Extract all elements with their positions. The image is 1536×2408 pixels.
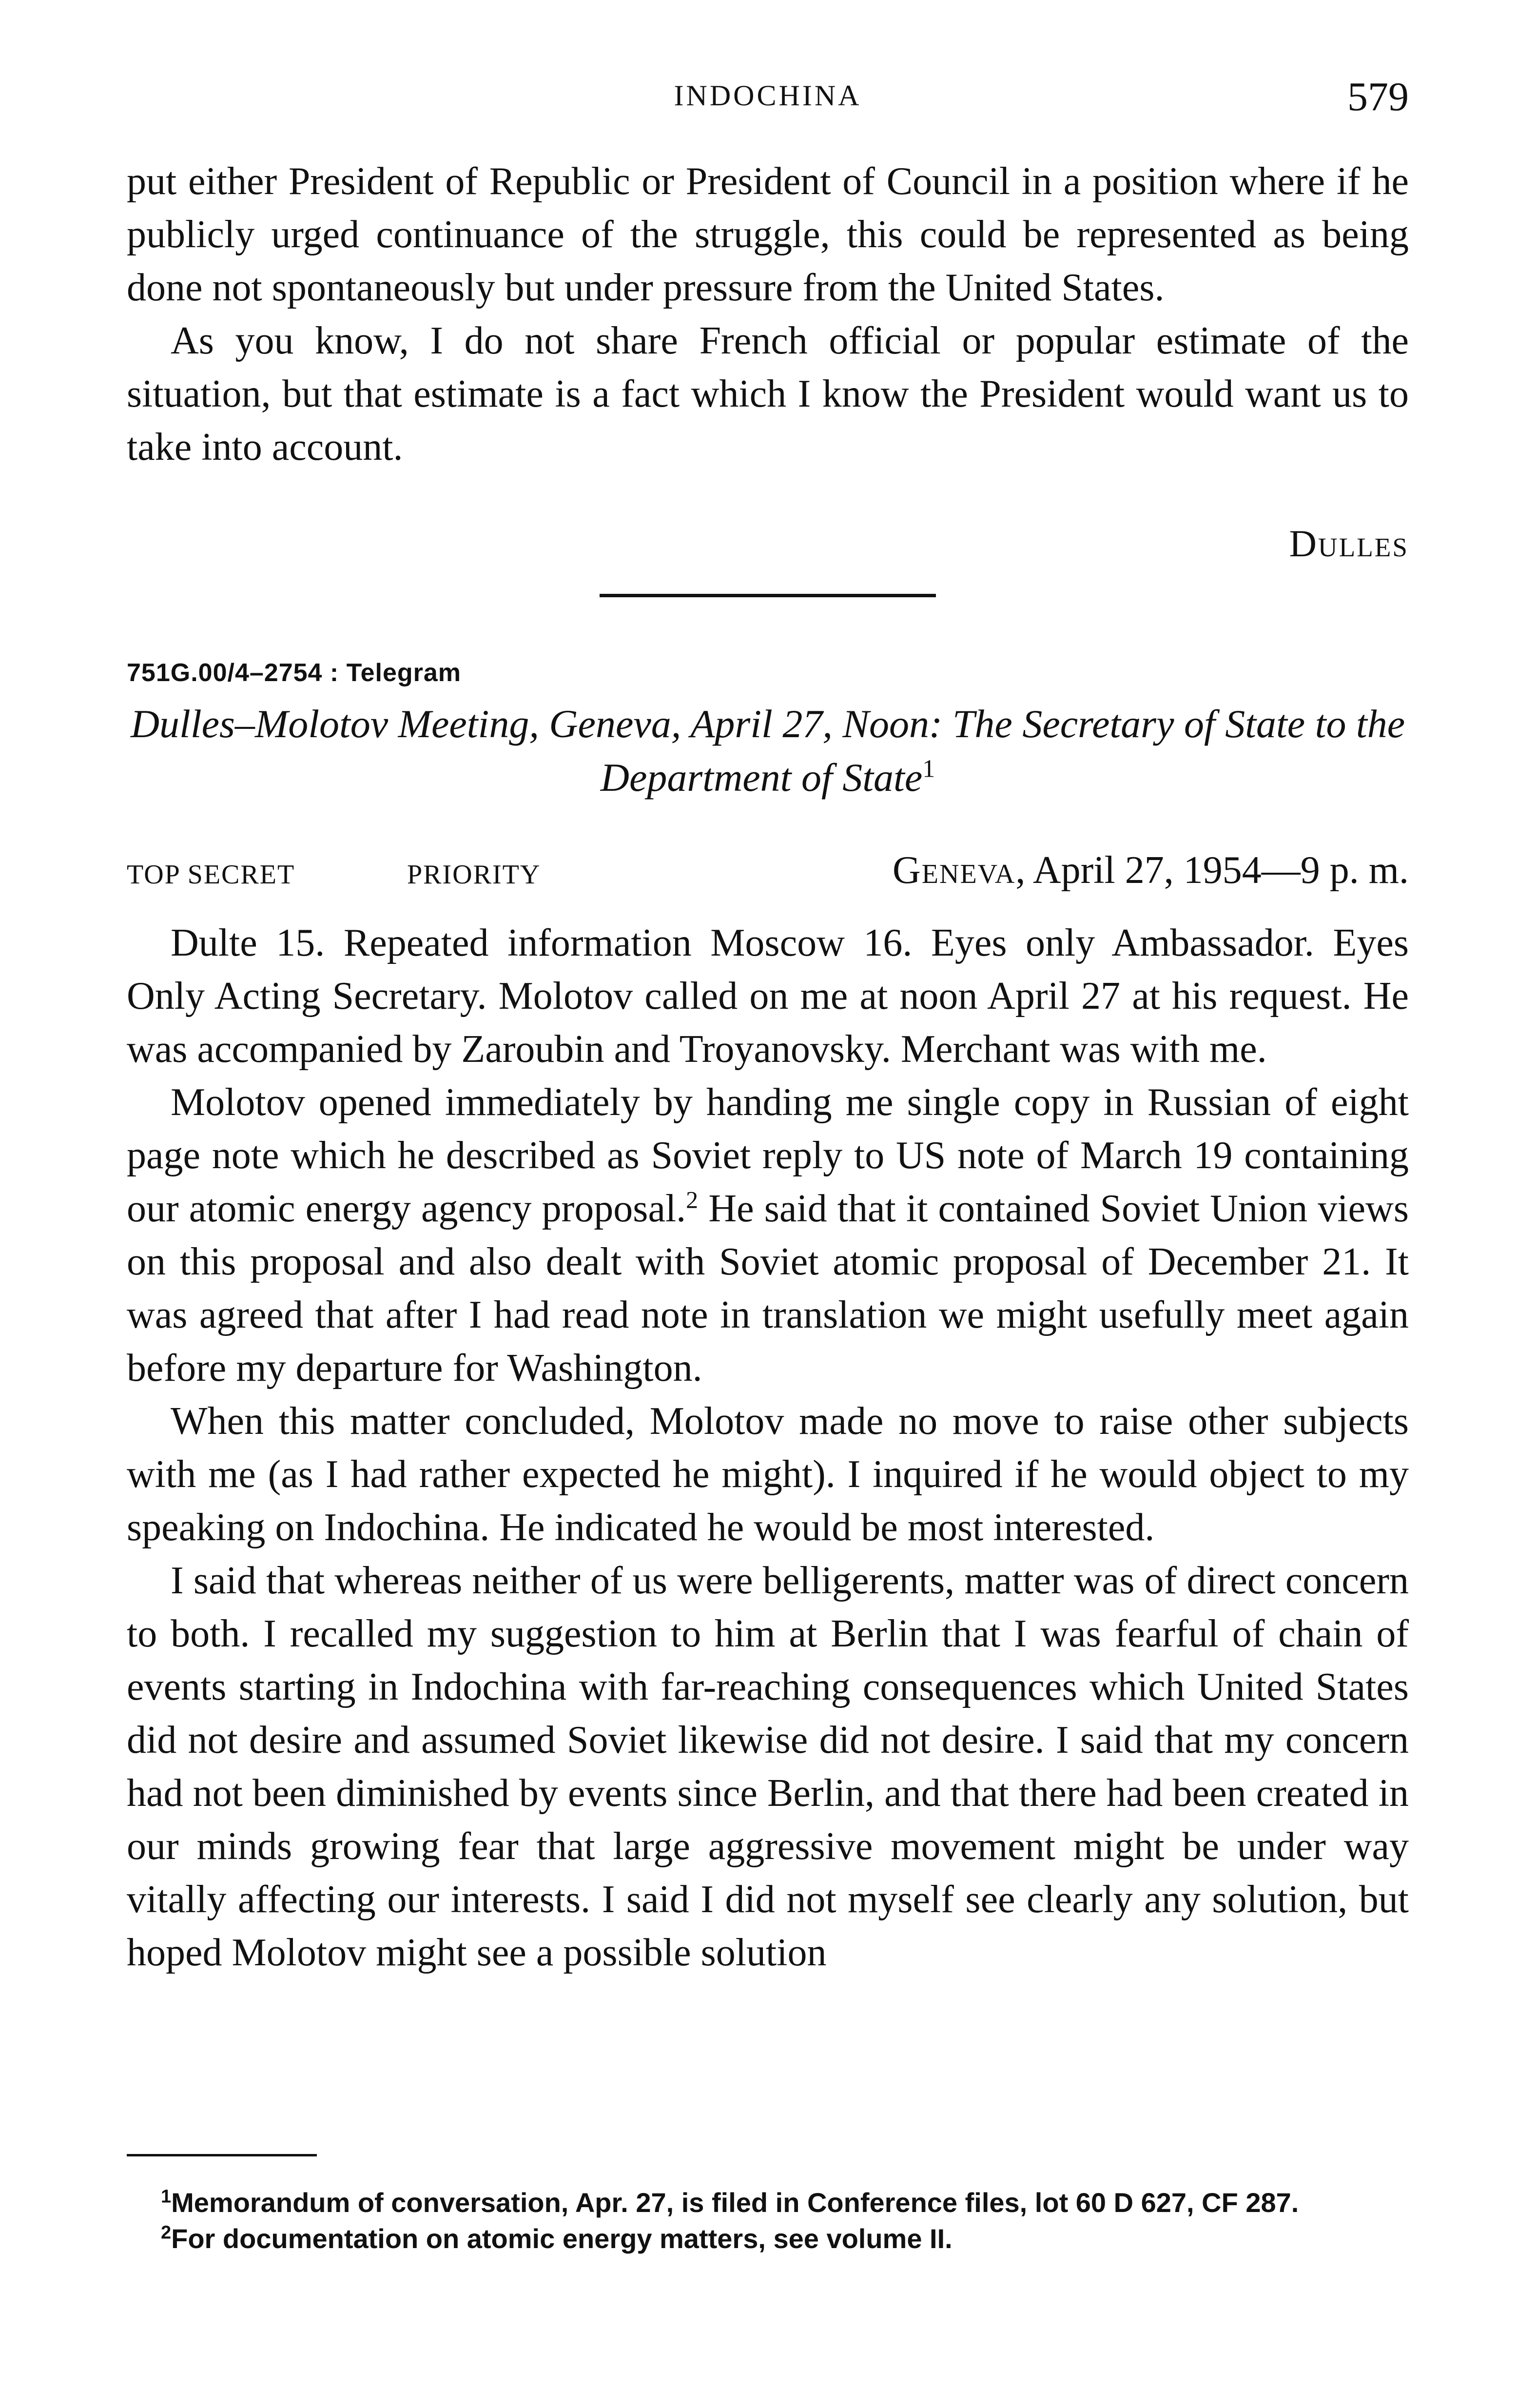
continuation-paragraph: put either President of Republic or President of Council in a position where if he publicly urged continuance of the struggle, this could be represented as being done not spontaneously but under pressure from the United States. [127,160,1409,309]
footnote-number: 1 [161,2186,172,2207]
page-header [127,73,1409,117]
body-paragraph: I said that whereas neither of us were belligerents, matter was of direct concern to both. I recalled my suggestion to him at Berlin that I was fearful of chain of events starting in Indochina with far-reaching consequences which United States did not desire and assumed Soviet likewise did not desire. I said that my concern had not been diminished by events since Berlin, and that there had been created in our minds growing fear that large aggressive movement might be under way vitally affecting our interests. I said I did not myself see clearly any solution, but hoped Molotov might see a possible solution [127,1559,1409,1974]
footnote-reference: 1 [922,755,935,783]
priority-label: PRIORITY [407,860,541,890]
body-text: Molotov opened immediately by handing me single copy in Russian of eight page note which he described as Soviet reply to US note of March 19 containing our atomic energy agency proposal. [127,1081,1409,1230]
footnote-text: Memorandum of conversation, Apr. 27, is filed in Conference files, lot 60 D 627, CF 287. [171,2187,1299,2218]
dateline-place: Geneva [893,849,1016,892]
signature: Dulles [1289,522,1409,565]
dateline [893,848,1409,893]
footnote-divider [127,2154,317,2156]
document-title [127,697,1409,804]
footnotes [127,2187,1409,2259]
running-head: INDOCHINA [674,79,862,112]
dateline-date: , April 27, 1954—9 p. m. [1015,849,1409,892]
footnote [127,2223,1409,2255]
footnote-text: For documentation on atomic energy matters, see volume II. [171,2223,953,2254]
body-text: He said that it contained Soviet Union views on this proposal and also dealt with Soviet atomic proposal of December 21. It was agreed that after I had read note in translation we might usefully meet again before my departure for Washington. [127,1187,1409,1390]
body-paragraph [127,1076,1409,1395]
footnote-number: 2 [161,2222,172,2243]
continuation-paragraph: As you know, I do not share French official or popular estimate of the situation, but that estimate is a fact which I know the President would want us to take into account. [127,319,1409,469]
classification-label: TOP SECRET [127,860,295,890]
body-paragraph: When this matter concluded, Molotov made no move to raise other subjects with me (as I had rather expected he might). I inquired if he would object to my speaking on Indochina. He indicated he would be most interested. [127,1400,1409,1549]
telegram-body [127,917,1409,1979]
page-number: 579 [1347,74,1409,119]
telegram-metadata [127,848,1409,897]
document-title-text: Dulles–Molotov Meeting, Geneva, April 27, Noon: The Secretary of State to the Department of State [130,702,1405,800]
continuation-text [127,155,1409,474]
section-divider [600,594,936,597]
footnote [127,2187,1409,2219]
file-number: 751G.00/4–2754 : Telegram [127,659,462,687]
footnote-reference: 2 [686,1186,699,1214]
body-paragraph: Dulte 15. Repeated information Moscow 16. Eyes only Ambassador. Eyes Only Acting Secretary. Molotov called on me at noon April 27 at his request. He was accompanied by Zaroubin and Troyanovsky. Merchant was with me. [127,921,1409,1071]
